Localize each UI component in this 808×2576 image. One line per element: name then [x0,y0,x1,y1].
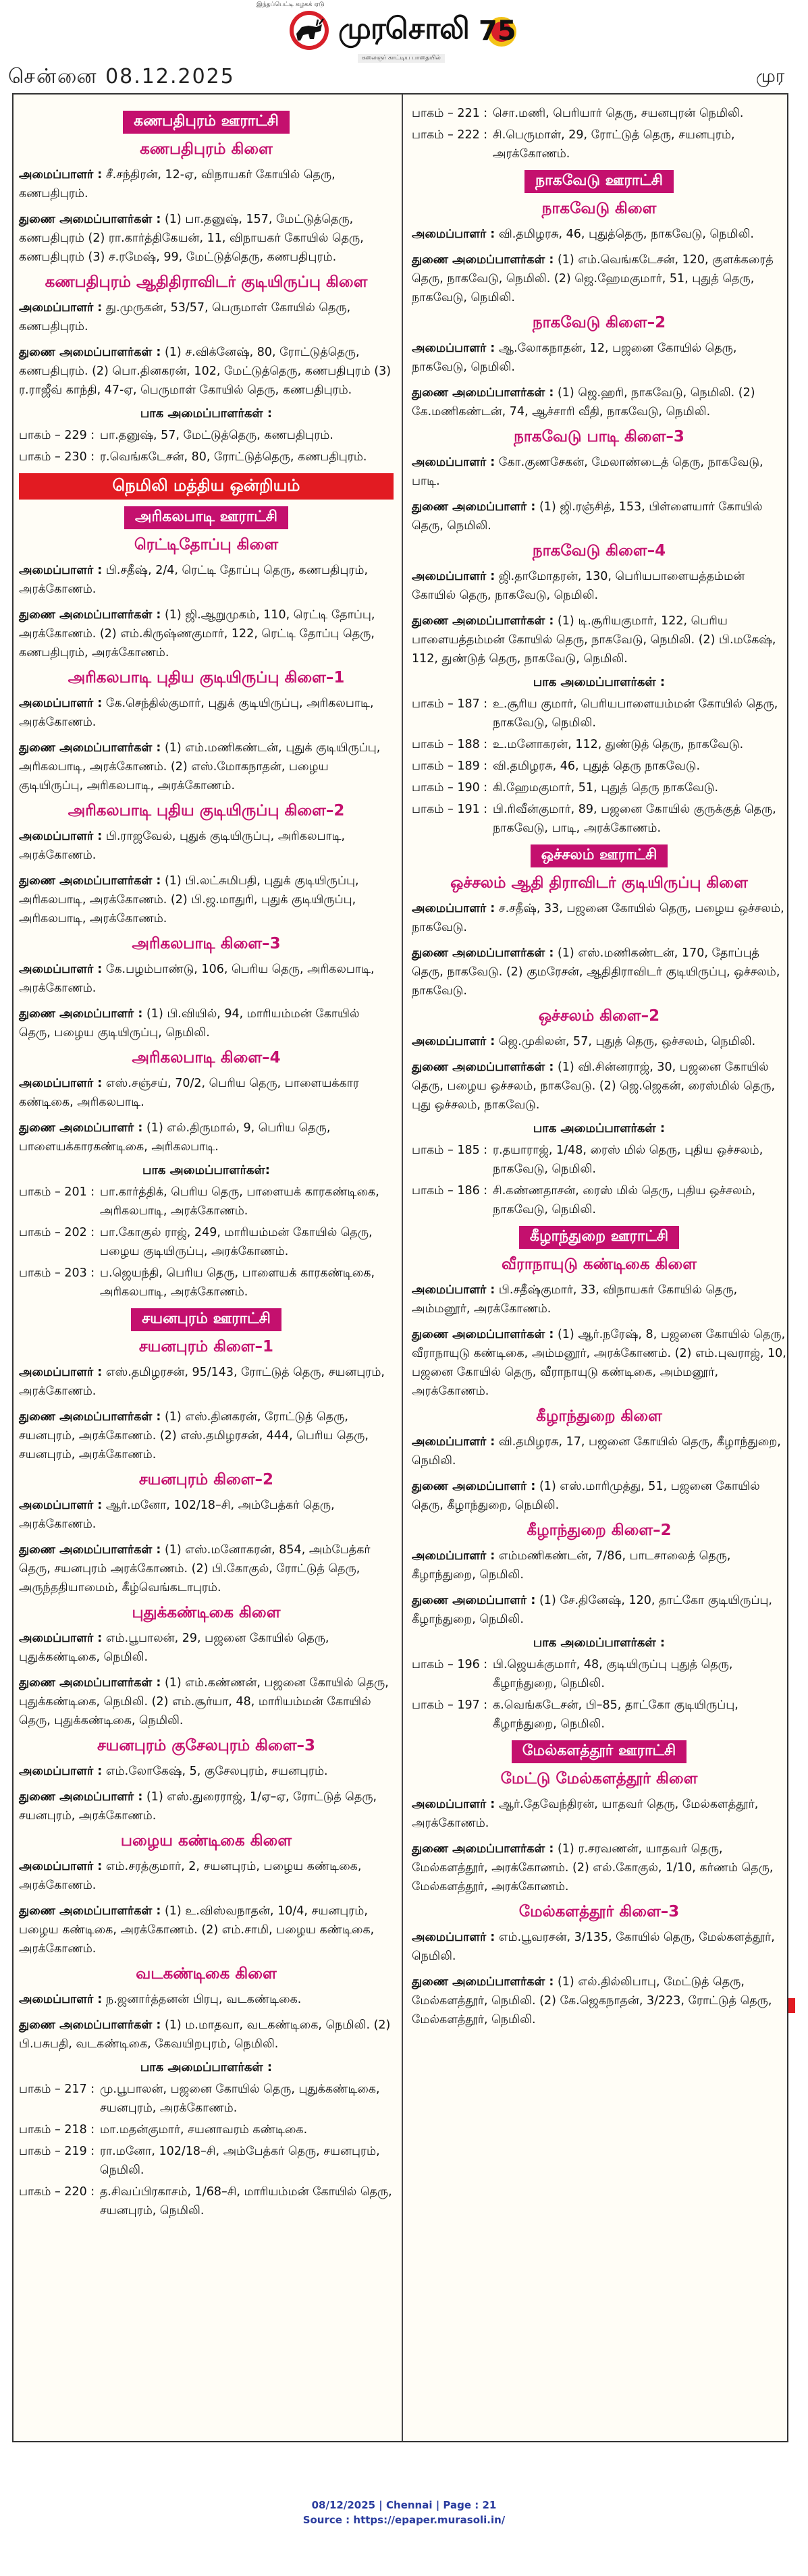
organizer-details: (1) ச.விக்னேஷ், 80, ரோட்டுத்தெரு, கணபதிபுரம். (2) பொ.தினகரன், 102, மேட்டுத்தெரு, கணபதிபுரம் (3) ர.ராஜீவ் காந்தி, 47-ஏ, பெருமாள் கோயில் தெரு, கணபதிபுரம். [19,346,392,397]
part-number: பாகம் – 196 : [412,1658,488,1671]
organizer-details: பி.சதீஷ்குமார், 33, விநாயகர் கோயில் தெரு, அம்மனூர், அரக்கோணம். [412,1283,738,1316]
organizer-details: ச.சதீஷ், 33, பஜனை கோயில் தெரு, பழைய ஒச்சலம், நாகவேடு. [412,902,784,934]
organizer-details: (1) எஸ்.மனோகரன், 854, அம்பேத்கர் தெரு, சயனபுரம் அரக்கோணம். (2) பி.கோகுல், ரோட்டுத் தெரு, அருந்ததியாமைம், கீழ்வெங்கடாபுரம். [19,1543,371,1594]
organizer-entry [412,944,786,1000]
part-organizer-details: ர.தயாராஜ், 1/48, ரைஸ் மில் தெரு, புதிய ஒச்சலம், நாகவேடு, நெமிலி. [493,1144,763,1176]
branch-heading: நாகவேடு கிளை [541,200,657,217]
role-label: அமைப்பாளர் : [19,1632,103,1645]
organizer-details: (1) வி.சின்னராஜ், 30, பஜனை கோயில் தெரு, பழைய ஒச்சலம், நாகவேடு. (2) ஜெ.ஜெகன், ரைஸ்மில் தெரு, புது ஒச்சலம், நாகவேடு. [412,1061,776,1112]
role-label: துணை அமைப்பாளர்கள் : [19,608,161,622]
branch-heading: புதுக்கண்டிகை கிளை [132,1604,281,1621]
part-organizer-details: பி.ஜெயக்குமார், 48, குடியிருப்பு புதுத் தெரு, கீழாந்துறை, நெமிலி. [493,1658,733,1690]
organizer-details: எம்.லோகேஷ், 5, குசேலபுரம், சயனபுரம். [105,1765,328,1778]
part-number: பாகம் – 229 : [19,429,95,442]
part-organizer-row [412,778,786,797]
organizer-entry [412,250,786,307]
role-label: அமைப்பாளர் : [412,227,495,241]
role-label: அமைப்பாளர் : [412,1931,495,1944]
role-label: துணை அமைப்பாளர் : [412,1480,536,1493]
part-organizer-row [19,2120,394,2139]
role-label: அமைப்பாளர் : [412,1283,495,1297]
organizer-details: சீ.சந்திரன், 12-ஏ, விநாயகர் கோயில் தெரு, கணபதிபுரம். [19,168,335,200]
organizer-entry [412,339,786,377]
part-organizers-title: பாக அமைப்பாளர்கள்: [142,1163,270,1177]
role-label: அமைப்பாளர் : [412,456,495,469]
masthead-title: முரசொலி [338,11,469,46]
masthead-subtitle: கலைஞர் காட்டிய பாதையில் [358,54,445,63]
role-label: துணை அமைப்பாளர்கள் : [412,614,554,628]
part-organizer-details: சொ.மணி, பெரியார் தெரு, சயனபுரன் நெமிலி. [493,107,744,120]
role-label: அமைப்பாளர் : [412,1435,495,1449]
organizer-entry [412,1477,786,1515]
role-label: அமைப்பாளர் : [19,168,103,182]
branch-heading: பழைய கண்டிகை கிளை [120,1832,292,1850]
panchayat-header: ஒச்சலம் ஊராட்சி [531,844,668,867]
role-label: துணை அமைப்பாளர் : [19,1790,143,1804]
branch-heading: நாகவேடு பாடி கிளை–3 [514,428,684,446]
organizer-entry [412,1032,786,1051]
part-organizer-details: க.வெங்கடேசன், பி–85, தாட்கோ குடியிருப்பு, கீழாந்துறை, நெமிலி. [493,1698,738,1731]
role-label: அமைப்பாளர் : [19,697,103,710]
part-organizer-details: ர.வெங்கடேசன், 80, ரோட்டுத்தெரு, கணபதிபுரம். [100,450,367,464]
anniversary-badge-icon [475,7,522,53]
branch-heading: அரிகலபாடி கிளை–4 [132,1049,281,1067]
organizer-details: (1) பா.தனுஷ், 157, மேட்டுத்தெரு, கணபதிபுரம் (2) ரா.கார்த்திகேயன், 11, விநாயகர் கோயில் தெரு, கணபதிபுரம் (3) ச.ரமேஷ், 99, மேட்டுத்தெரு, கணபதிபுரம். [19,213,364,264]
organizer-details: எஸ்.தமிழரசன், 95/143, ரோட்டுத் தெரு, சயனபுரம், அரக்கோணம். [19,1366,385,1398]
part-organizer-row [19,1264,394,1302]
masthead-tagline: இந்தப்பெட்டி கழகக் ஏடு [257,1,325,8]
organizer-entry [412,453,786,491]
organizer-details: (1) ஆர்.நரேஷ், 8, பஜனை கோயில் தெரு, வீராநாயுடு கண்டிகை, அம்மனூர், அரக்கோணம். (2) எம்.புவராஜ், 10, பஜனை கோயில் தெரு, வீராநாயுடு கண்டிகை, அம்மனூர், அரக்கோணம். [412,1328,786,1398]
organizer-entry [412,1325,786,1401]
organizer-details: (1) எல்.தில்லிபாபு, மேட்டுத் தெரு, மேல்களத்தூர், நெமிலி. (2) கே.ஜெகநாதன், 3/223, ரோட்டுத் தெரு, மேல்களத்தூர், நெமிலி. [412,1975,772,2027]
part-organizers-title: பாக அமைப்பாளர்கள் : [533,1121,666,1135]
part-organizer-row [412,735,786,754]
part-number: பாகம் – 220 : [19,2185,95,2199]
organizer-details: (1) எஸ்.மணிகண்டன், 170, தோப்புத் தெரு, நாகவேடு. (2) குமரேசன், ஆதிதிராவிடர் குடியிருப்பு, ஒச்சலம், நாகவேடு. [412,946,780,998]
part-organizer-row [412,1696,786,1734]
role-label: அமைப்பாளர் : [412,1549,495,1563]
branch-heading: ஒச்சலம் கிளை–2 [538,1007,660,1025]
part-organizer-details: சி.கண்ணதாசன், ரைஸ் மில் தெரு, புதிய ஒச்சலம், நாகவேடு, நெமிலி. [493,1184,756,1216]
part-organizer-details: உ.சூரிய குமார், பெரியபாளையம்மன் கோயில் தெரு, நாகவேடு, நெமிலி. [493,697,778,730]
role-label: அமைப்பாளர் : [19,1765,103,1778]
role-label: அமைப்பாளர் : [412,570,495,583]
organizer-entry [412,1281,786,1318]
organizer-details: ஜெ.முகிலன், 57, புதுத் தெரு, ஒச்சலம், நெமிலி. [498,1035,756,1048]
organizer-details: எம்.பூபாலன், 29, பஜனை கோயில் தெரு, புதுக்கண்டிகை, நெமிலி. [19,1632,329,1664]
organizer-entry [19,1540,394,1597]
role-label: துணை அமைப்பாளர்கள் : [412,1328,554,1341]
organizer-details: எம்மணிகண்டன், 7/86, பாடசாலைத் தெரு, கீழாந்துறை, நெமிலி. [412,1549,731,1582]
organizer-entry [19,561,394,599]
organizer-entry [19,1496,394,1534]
part-organizer-row [19,1183,394,1220]
part-organizer-row [412,800,786,838]
right-column [412,104,786,2036]
union-header: நெமிலி மத்திய ஒன்றியம் [19,473,394,500]
role-label: துணை அமைப்பாளர் : [19,1121,143,1135]
part-number: பாகம் – 189 : [412,759,488,773]
organizer-entry [412,1547,786,1584]
role-label: அமைப்பாளர் : [19,1993,103,2006]
part-number: பாகம் – 185 : [412,1144,488,1157]
role-label: அமைப்பாளர் : [19,301,103,315]
part-organizer-row [19,2182,394,2220]
organizer-details: (1) எம்.கண்ணன், பஜனை கோயில் தெரு, புதுக்கண்டிகை, நெமிலி. (2) எம்.சூர்யா, 48, மாரியம்மன் கோயில் தெரு, புதுக்கண்டிகை, நெமிலி. [19,1676,389,1727]
part-organizer-row [412,1181,786,1219]
part-organizers-title: பாக அமைப்பாளர்கள் : [140,2060,273,2074]
role-label: துணை அமைப்பாளர்கள் : [412,253,554,267]
role-label: அமைப்பாளர் : [412,902,495,915]
panchayat-header: மேல்களத்தூர் ஊராட்சி [512,1740,686,1763]
branch-heading: கீழாந்துறை கிளை [536,1407,662,1425]
organizer-entry [19,694,394,732]
branch-heading: அரிகலபாடி புதிய குடியிருப்பு கிளை–1 [68,669,345,687]
organizer-entry [412,225,786,244]
organizer-details: (1) ஜி.ரஞ்சித், 153, பிள்ளையார் கோயில் தெரு, நெமிலி. [412,500,763,533]
part-organizer-details: உ.மனோகரன், 112, துண்டுத் தெரு, நாகவேடு. [493,738,744,751]
branch-heading: மேல்களத்தூர் கிளை–3 [518,1903,680,1921]
role-label: துணை அமைப்பாளர்கள் : [412,1061,554,1074]
part-number: பாகம் – 187 : [412,697,488,711]
part-number: பாகம் – 203 : [19,1266,95,1280]
organizer-details: வி.தமிழரசு, 46, புதுத்தெரு, நாகவேடு, நெமிலி. [498,227,754,241]
organizer-entry [19,1673,394,1730]
organizer-entry [412,567,786,605]
branch-heading: அரிகலபாடி கிளை–3 [132,935,281,952]
panchayat-header: நாகவேடு ஊராட்சி [524,170,674,193]
masthead [0,0,808,88]
part-number: பாகம் – 201 : [19,1185,95,1199]
organizer-details: (1) பி.வியில், 94, மாரியம்மன் கோயில் தெரு, பழைய குடியிருப்பு, நெமிலி. [19,1007,360,1040]
organizer-entry [412,1840,786,1896]
part-organizer-details: மா.மதன்குமார், சயனாவரம் கண்டிகை. [100,2123,308,2137]
panchayat-header: அரிகலபாடி ஊராட்சி [124,506,288,529]
role-label: அமைப்பாளர் : [19,1077,103,1090]
part-organizers-title: பாக அமைப்பாளர்கள் : [533,675,666,689]
part-organizer-details: பா.கார்த்திக், பெரிய தெரு, பாளையக் காரகண்டிகை, அரிகலபாடி, அரக்கோணம். [100,1185,379,1218]
organizer-entry [412,383,786,421]
role-label: துணை அமைப்பாளர்கள் : [19,741,161,755]
organizer-entry [19,1762,394,1781]
part-number: பாகம் – 191 : [412,803,488,816]
dateline: சென்னை 08.12.2025 [8,65,235,88]
role-label: அமைப்பாளர் : [19,963,103,976]
role-label: துணை அமைப்பாளர் : [412,500,536,514]
news-clipping [12,93,788,2442]
branch-heading: வீராநாயுடு கண்டிகை கிளை [501,1256,697,1273]
role-label: துணை அமைப்பாளர்கள் : [19,1676,161,1690]
organizer-details: (1) எஸ்.துரைராஜ், 1/ஏ–ஏ, ரோட்டுத் தெரு, சயனபுரம், அரக்கோணம். [19,1790,377,1823]
organizer-details: து.முருகன், 53/57, பெருமாள் கோயில் தெரு, கணபதிபுரம். [19,301,351,333]
organizer-details: வி.தமிழரசு, 17, பஜனை கோயில் தெரு, கீழாந்துறை, நெமிலி. [412,1435,781,1468]
column-divider [402,95,403,2441]
organizer-entry [19,960,394,998]
part-organizer-row [19,448,394,466]
part-organizer-row [19,2142,394,2180]
organizer-entry [19,827,394,865]
part-number: பாகம் – 218 : [19,2123,95,2137]
organizer-entry [19,1990,394,2009]
role-label: அமைப்பாளர் : [19,564,103,577]
role-label: துணை அமைப்பாளர்கள் : [412,386,554,400]
organizer-details: எஸ்.சஞ்சய், 70/2, பெரிய தெரு, பாளையக்கார கண்டிகை, அரிகலபாடி. [19,1077,359,1109]
branch-heading: நாகவேடு கிளை–2 [532,314,666,331]
panchayat-header: கீழாந்துறை ஊராட்சி [519,1226,679,1249]
organizer-details: கே.செந்தில்குமார், புதுக் குடியிருப்பு, அரிகலபாடி, அரக்கோணம். [19,697,374,729]
branch-heading: மேட்டு மேல்களத்தூர் கிளை [500,1770,698,1788]
part-number: பாகம் – 186 : [412,1184,488,1198]
organizer-entry [19,1004,394,1042]
part-organizers-title: பாக அமைப்பாளர்கள் : [140,406,273,421]
role-label: துணை அமைப்பாளர்கள் : [19,213,161,226]
organizer-entry [19,1119,394,1156]
organizer-details: ஆ.லோகநாதன், 12, பஜனை கோயில் தெரு, நாகவேடு, நெமிலி. [412,342,737,374]
role-label: துணை அமைப்பாளர்கள் : [412,1842,554,1856]
branch-heading: சயனபுரம் குசேலபுரம் கிளை–3 [97,1737,316,1754]
organizer-details: பி.சதீஷ், 2/4, ரெட்டி தோப்பு தெரு, கணபதிபுரம், அரக்கோணம். [19,564,369,596]
organizer-entry [19,1407,394,1464]
organizer-details: (1) எஸ்.தினகரன், ரோட்டுத் தெரு, சயனபுரம், அரக்கோணம். (2) எஸ்.தமிழரசன், 444, பெரிய தெரு, சயனபுரம், அரக்கோணம். [19,1410,369,1461]
organizer-details: ஆர்.மனோ, 102/18–சி, அம்பேத்கர் தெரு, அரக்கோணம். [19,1499,335,1531]
branch-heading: வடகண்டிகை கிளை [136,1965,277,1983]
organizer-entry [19,2016,394,2054]
footer-page-info: 08/12/2025 | Chennai | Page : 21 [311,2499,497,2511]
organizer-details: (1) ஜெ.ஹரி, நாகவேடு, நெமிலி. (2) கே.மணிகண்டன், 74, ஆச்சாரி வீதி, நாகவேடு, நெமிலி. [412,386,755,419]
branch-heading: நாகவேடு கிளை–4 [532,542,666,560]
organizer-details: ஜி.தாமோதரன், 130, பெரியபாளையத்தம்மன் கோயில் தெரு, நாகவேடு, நெமிலி. [412,570,745,602]
organizer-details: (1) எல்.திருமால், 9, பெரிய தெரு, பாளையக்காரகண்டிகை, அரிகலபாடி. [19,1121,331,1154]
organizer-entry [412,1432,786,1470]
organizer-details: (1) பி.லட்சுமிபதி, புதுக் குடியிருப்பு, அரிகலபாடி, அரக்கோணம். (2) பி.ஜ.மாதுரி, புதுக் குடியிருப்பு, அரிகலபாடி, அரக்கோணம். [19,874,359,925]
branch-heading: அரிகலபாடி புதிய குடியிருப்பு கிளை–2 [68,802,345,820]
organizer-entry [412,612,786,668]
organizer-entry [19,606,394,662]
part-organizer-row [412,1141,786,1179]
role-label: துணை அமைப்பாளர்கள் : [19,1543,161,1557]
organizer-entry [19,298,394,336]
organizer-entry [412,498,786,535]
role-label: அமைப்பாளர் : [412,1798,495,1811]
part-organizer-row [19,426,394,445]
role-label: துணை அமைப்பாளர்கள் : [412,946,554,960]
part-organizer-details: கி.ஹேமகுமார், 51, புதுத் தெரு நாகவேடு. [493,781,719,795]
role-label: அமைப்பாளர் : [412,342,495,355]
part-organizer-row [412,104,786,123]
part-number: பாகம் – 219 : [19,2145,95,2158]
part-organizer-details: மு.பூபாலன், பஜனை கோயில் தெரு, புதுக்கண்டிகை, சயனபுரம், அரக்கோணம். [100,2083,380,2115]
organizer-entry [19,1363,394,1401]
role-label: அமைப்பாளர் : [19,1860,103,1873]
part-organizer-details: வி.தமிழரசு, 46, புதுத் தெரு நாகவேடு. [493,759,701,773]
branch-heading: ரெட்டிதோப்பு கிளை [134,536,279,554]
panchayat-header: சயனபுரம் ஊராட்சி [131,1308,281,1331]
part-organizer-row [412,757,786,776]
role-label: அமைப்பாளர் : [19,1366,103,1379]
organizer-entry [412,1928,786,1966]
branch-heading: சயனபுரம் கிளை–1 [138,1338,274,1356]
brand-logo[interactable] [248,7,559,54]
branch-heading: கணபதிபுரம் ஆதிதிராவிடர் குடியிருப்பு கிளை [45,273,368,291]
left-column [19,104,394,2223]
organizer-entry [19,343,394,400]
part-organizer-details: ப.ஜெயந்தி, பெரிய தெரு, பாளையக் காரகண்டிகை, அரிகலபாடி, அரக்கோணம். [100,1266,375,1299]
organizer-details: ந.ஜனார்த்தனன் பிரபு, வடகண்டிகை. [105,1993,302,2006]
part-organizer-details: சி.பெருமாள், 29, ரோட்டுத் தெரு, சயனபுரம், அரக்கோணம். [493,128,735,161]
branch-heading: ஒச்சலம் ஆதி திராவிடர் குடியிருப்பு கிளை [450,874,748,892]
footer-source-link[interactable]: Source : https://epaper.murasoli.in/ [302,2514,506,2526]
bull-emblem-icon [286,9,333,51]
organizer-details: (1) உ.விஸ்வநாதன், 10/4, சயனபுரம், பழைய கண்டிகை, அரக்கோணம். (2) எம்.சாமி, பழைய கண்டிகை, அரக்கோணம். [19,1904,375,1956]
organizer-details: (1) ர.சரவணன், யாதவர் தெரு, மேல்களத்தூர், அரக்கோணம். (2) எல்.கோகுல், 1/10, கர்ணம் தெரு, மேல்களத்தூர், அரக்கோணம். [412,1842,774,1894]
organizer-entry [19,165,394,203]
role-label: துணை அமைப்பாளர்கள் : [412,1975,554,1989]
role-label: துணை அமைப்பாளர்கள் : [19,1904,161,1918]
organizer-entry [412,1973,786,2029]
organizer-details: எம்.பூவரசன், 3/135, கோயில் தெரு, மேல்களத்தூர், நெமிலி. [412,1931,775,1963]
part-number: பாகம் – 230 : [19,450,95,464]
part-organizer-details: த.சிவப்பிரகாசம், 1/68–சி, மாரியம்மன் கோயில் தெரு, சயனபுரம், நெமிலி. [100,2185,392,2218]
organizer-entry [19,1629,394,1667]
organizer-details: கோ.குணசேகன், மேலாண்டைத் தெரு, நாகவேடு, பாடி. [412,456,763,488]
part-organizer-details: பி.ரிவீன்குமார், 89, பஜனை கோயில் குருக்குத் தெரு, நாகவேடு, பாடி, அரக்கோணம். [493,803,776,835]
part-number: பாகம் – 188 : [412,738,488,751]
part-organizer-row [412,126,786,163]
role-label: துணை அமைப்பாளர்கள் : [19,346,161,359]
organizer-details: (1) டி.சூரியகுமார், 122, பெரிய பாளையத்தம்மன் கோயில் தெரு, நாகவேடு, நெமிலி. (2) பி.மகேஷ், 112, துண்டுத் தெரு, நாகவேடு, நெமிலி. [412,614,776,666]
part-number: பாகம் – 222 : [412,128,488,142]
organizer-details: (1) ஜி.ஆறுமுகம், 110, ரெட்டி தோப்பு, அரக்கோணம். (2) எம்.கிருஷ்ணகுமார், 122, ரெட்டி தோப்பு தெரு, கணபதிபுரம், அரக்கோணம். [19,608,375,660]
branch-heading: கீழாந்துறை கிளை–2 [527,1522,672,1539]
part-number: பாகம் – 190 : [412,781,488,795]
branch-heading: கணபதிபுரம் கிளை [140,140,273,158]
organizer-details: (1) எம்.வெங்கடேசன், 120, குளக்கரைத் தெரு, நாகவேடு, நெமிலி. (2) ஜெ.ஹேமகுமார், 51, புதுத் தெரு, நாகவேடு, நெமிலி. [412,253,774,304]
organizer-entry [412,1591,786,1629]
role-label: அமைப்பாளர் : [19,1499,103,1512]
role-label: துணை அமைப்பாளர்கள் : [19,1410,161,1424]
page-footer [0,2498,808,2527]
part-organizer-row [19,2080,394,2118]
organizer-details: (1) எஸ்.மாரிமுத்து, 51, பஜனை கோயில் தெரு, கீழாந்துறை, நெமிலி. [412,1480,760,1512]
organizer-entry [19,871,394,928]
organizer-entry [19,210,394,267]
organizer-entry [412,899,786,937]
role-label: துணை அமைப்பாளர் : [19,1007,143,1021]
part-organizer-details: ரா.மனோ, 102/18–சி, அம்பேத்கர் தெரு, சயனபுரம், நெமிலி. [100,2145,380,2177]
part-organizer-row [412,1655,786,1693]
part-organizer-details: பா.கோகுல் ராஜ், 249, மாரியம்மன் கோயில் தெரு, பழைய குடியிருப்பு, அரக்கோணம். [100,1226,373,1258]
organizer-details: பி.ராஜவேல், புதுக் குடியிருப்பு, அரிகலபாடி, அரக்கோணம். [19,830,346,862]
role-label: துணை அமைப்பாளர் : [412,1594,536,1607]
organizer-entry [19,1857,394,1895]
role-label: துணை அமைப்பாளர்கள் : [19,2018,161,2032]
part-organizer-row [19,1223,394,1261]
role-label: அமைப்பாளர் : [19,830,103,843]
organizer-entry [412,1795,786,1833]
part-number: பாகம் – 197 : [412,1698,488,1712]
part-number: பாகம் – 221 : [412,107,488,120]
organizer-entry [19,1902,394,1958]
part-number: பாகம் – 202 : [19,1226,95,1239]
organizer-details: கே.பழம்பாண்டு, 106, பெரிய தெரு, அரிகலபாடி, அரக்கோணம். [19,963,375,995]
anniversary-number: 75 [479,16,516,47]
part-organizer-row [412,695,786,732]
panchayat-header: கணபதிபுரம் ஊராட்சி [123,111,290,134]
organizer-entry [412,1058,786,1115]
part-number: பாகம் – 217 : [19,2083,95,2096]
part-organizer-details: பா.தனுஷ், 57, மேட்டுத்தெரு, கணபதிபுரம். [100,429,333,442]
organizer-details: (1) ம.மாதவா, வடகண்டிகை, நெமிலி. (2) பி.பசுபதி, வடகண்டிகை, கேவயிறபுரம், நெமிலி. [19,2018,391,2051]
margin-marker [788,1998,795,2013]
organizer-entry [19,1788,394,1825]
organizer-details: (1) எம்.மணிகண்டன், புதுக் குடியிருப்பு, அரிகலபாடி, அரக்கோணம். (2) எஸ்.மோகநாதன், பழைய குடியிருப்பு, அரிகலபாடி, அரக்கோணம். [19,741,381,793]
organizer-entry [19,739,394,795]
organizer-details: ஆர்.தேவேந்திரன், யாதவர் தெரு, மேல்களத்தூர், அரக்கோணம். [412,1798,759,1830]
organizer-entry [19,1074,394,1112]
organizer-details: எம்.சரத்குமார், 2, சயனபுரம், பழைய கண்டிகை, அரக்கோணம். [19,1860,362,1892]
part-organizers-title: பாக அமைப்பாளர்கள் : [533,1636,666,1650]
branch-heading: சயனபுரம் கிளை–2 [138,1471,274,1488]
organizer-details: (1) சே.தினேஷ், 120, தாட்கோ குடியிருப்பு, கீழாந்துறை, நெமிலி. [412,1594,772,1626]
role-label: துணை அமைப்பாளர்கள் : [19,874,161,888]
role-label: அமைப்பாளர் : [412,1035,495,1048]
masthead-edge-text: முர [756,66,785,86]
